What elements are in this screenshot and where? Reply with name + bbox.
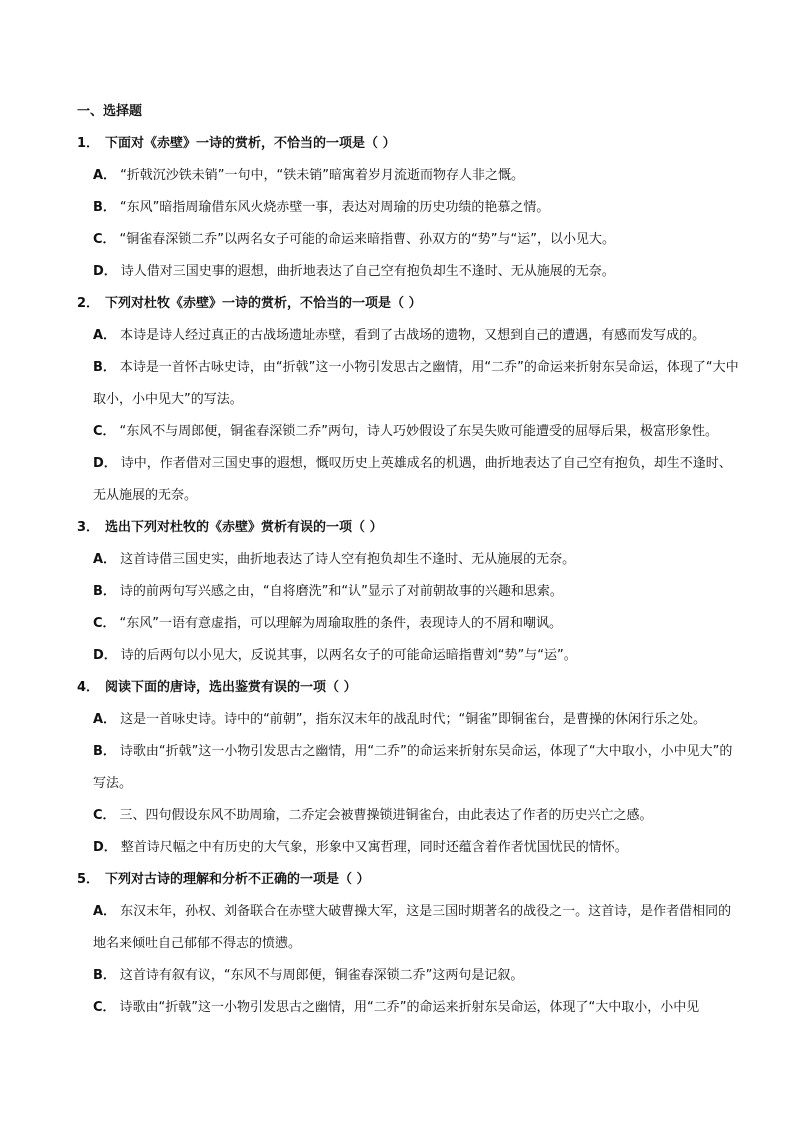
option-d xyxy=(77,256,741,288)
question-stem xyxy=(77,672,741,704)
option-letter: B． xyxy=(93,744,116,759)
option-d xyxy=(77,640,741,672)
question-4 xyxy=(77,672,741,864)
option-b xyxy=(77,736,741,800)
question-5 xyxy=(77,864,741,1024)
section-title: 一、选择题 xyxy=(77,104,143,119)
option-text: 本诗是一首怀古咏史诗，由“折戟”这一小物引发思古之幽情，用“二乔”的命运来折射东吴命运，体现了“大中取小，小中见大”的写法。 xyxy=(93,360,739,407)
option-text: “铜雀春深锁二乔”以两名女子可能的命运来暗指曹、孙双方的“势”与“运”，以小见大。 xyxy=(119,232,615,247)
option-c xyxy=(77,608,741,640)
option-letter: C． xyxy=(93,1000,116,1015)
option-a xyxy=(77,544,741,576)
option-letter: D． xyxy=(93,456,117,471)
option-letter: C． xyxy=(93,232,116,247)
option-text: 本诗是诗人经过真正的古战场遗址赤壁，看到了古战场的遗物，又想到自己的遭遇，有感而发写成的。 xyxy=(120,328,706,343)
option-text: 诗歌由“折戟”这一小物引发思古之幽情，用“二乔”的命运来折射东吴命运，体现了“大中取小，小中见 xyxy=(119,1000,700,1015)
option-text: 诗人借对三国史事的遐想，曲折地表达了自己空有抱负却生不逢时、无从施展的无奈。 xyxy=(120,264,615,279)
question-number: 5． xyxy=(77,872,100,887)
option-letter: A． xyxy=(93,168,117,183)
option-letter: A． xyxy=(93,904,117,919)
question-stem xyxy=(77,288,741,320)
option-text: “东风”一语有意虚指，可以理解为周瑜取胜的条件，表现诗人的不屑和嘲讽。 xyxy=(119,616,563,631)
question-list xyxy=(77,128,741,1024)
option-letter: A． xyxy=(93,712,117,727)
question-number: 3． xyxy=(77,520,100,535)
option-text: 这首诗有叙有议，“东风不与周郎便，铜雀春深锁二乔”这两句是记叙。 xyxy=(119,968,524,983)
question-number: 4． xyxy=(77,680,100,695)
option-text: 诗的前两句写兴感之由，“自将磨洗”和“认”显示了对前朝故事的兴趣和思索。 xyxy=(119,584,563,599)
question-stem xyxy=(77,128,741,160)
option-text: 整首诗尺幅之中有历史的大气象，形象中又寓哲理，同时还蕴含着作者忧国忧民的情怀。 xyxy=(120,840,628,855)
option-a xyxy=(77,704,741,736)
option-letter: D． xyxy=(93,264,117,279)
option-letter: A． xyxy=(93,328,117,343)
option-text: 诗的后两句以小见大，反说其事，以两名女子的可能命运暗指曹刘“势”与“运”。 xyxy=(120,648,577,663)
question-text: 下面对《赤壁》一诗的赏析，不恰当的一项是（ ） xyxy=(105,136,396,151)
option-letter: C． xyxy=(93,808,116,823)
option-c xyxy=(77,800,741,832)
option-c xyxy=(77,992,741,1024)
question-text: 选出下列对杜牧的《赤壁》赏析有误的一项（ ） xyxy=(105,520,383,535)
option-d xyxy=(77,448,741,512)
question-text: 下列对古诗的理解和分析不正确的一项是（ ） xyxy=(105,872,370,887)
option-letter: B． xyxy=(93,584,116,599)
option-letter: C． xyxy=(93,616,116,631)
option-text: “东风”暗指周瑜借东风火烧赤壁一事，表达对周瑜的历史功绩的艳慕之情。 xyxy=(119,200,550,215)
option-b xyxy=(77,352,741,416)
option-letter: D． xyxy=(93,648,117,663)
option-text: 这是一首咏史诗。诗中的“前朝”，指东汉末年的战乱时代；“铜雀”即铜雀台，是曹操的休闲行乐之处。 xyxy=(120,712,707,727)
option-c xyxy=(77,224,741,256)
option-letter: B． xyxy=(93,360,116,375)
option-b xyxy=(77,192,741,224)
exam-content xyxy=(77,96,741,1024)
question-number: 1． xyxy=(77,136,100,151)
option-text: “东风不与周郎便，铜雀春深锁二乔”两句，诗人巧妙假设了东吴失败可能遭受的屈辱后果，极富形象性。 xyxy=(119,424,719,439)
option-text: 诗歌由“折戟”这一小物引发思古之幽情，用“二乔”的命运来折射东吴命运，体现了“大中取小，小中见大”的写法。 xyxy=(93,744,733,791)
question-2 xyxy=(77,288,741,512)
option-text: 诗中，作者借对三国史事的遐想，慨叹历史上英雄成名的机遇，曲折地表达了自己空有抱负，却生不逢时、无从施展的无奈。 xyxy=(93,456,732,503)
option-c xyxy=(77,416,741,448)
option-b xyxy=(77,576,741,608)
option-letter: A． xyxy=(93,552,117,567)
question-text: 下列对杜牧《赤壁》一诗的赏析，不恰当的一项是（ ） xyxy=(105,296,422,311)
question-stem xyxy=(77,864,741,896)
option-a xyxy=(77,320,741,352)
question-number: 2． xyxy=(77,296,100,311)
option-text: 三、四句假设东风不助周瑜，二乔定会被曹操锁进铜雀台，由此表达了作者的历史兴亡之感。 xyxy=(119,808,653,823)
option-a xyxy=(77,160,741,192)
option-text: 东汉末年，孙权、刘备联合在赤壁大破曹操大军，这是三国时期著名的战役之一。这首诗，是作者借相同的地名来倾吐自己郁郁不得志的愤懑。 xyxy=(93,904,732,951)
option-letter: C． xyxy=(93,424,116,439)
option-b xyxy=(77,960,741,992)
question-stem xyxy=(77,512,741,544)
option-letter: B． xyxy=(93,968,116,983)
option-letter: D． xyxy=(93,840,117,855)
option-letter: B． xyxy=(93,200,116,215)
option-a xyxy=(77,896,741,960)
question-1 xyxy=(77,128,741,288)
option-d xyxy=(77,832,741,864)
question-3 xyxy=(77,512,741,672)
question-text: 阅读下面的唐诗，选出鉴赏有误的一项（ ） xyxy=(105,680,357,695)
option-text: “折戟沉沙铁未销”一句中，“铁未销”暗寓着岁月流逝而物存人非之慨。 xyxy=(120,168,525,183)
option-text: 这首诗借三国史实，曲折地表达了诗人空有抱负却生不逢时、无从施展的无奈。 xyxy=(120,552,576,567)
